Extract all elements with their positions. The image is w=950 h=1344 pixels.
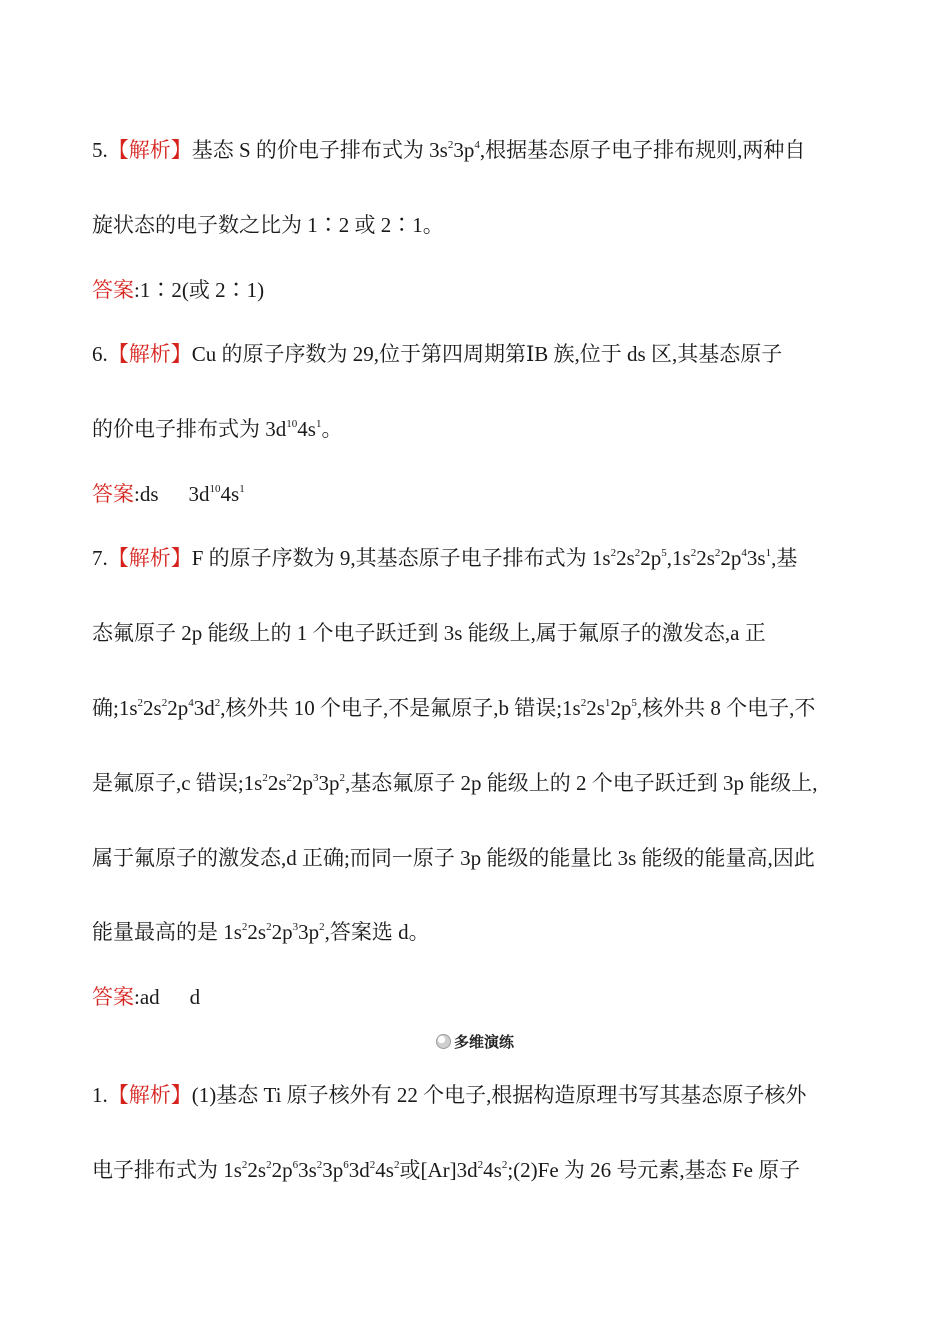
- q5-line-2: [92, 211, 862, 239]
- answer-text: :ad: [134, 985, 160, 1009]
- text: F 的原子序数为 9,其基态原子电子排布式为 1s: [191, 546, 611, 570]
- text: ,根据基态原子电子排布规则,两种自: [479, 138, 806, 162]
- q7-line-1: [92, 544, 862, 572]
- q5-number: 5.: [92, 138, 108, 162]
- superscript: 2: [262, 772, 268, 784]
- text: 2p: [271, 1158, 293, 1182]
- superscript: 2: [319, 921, 325, 933]
- superscript: 6: [292, 1159, 299, 1171]
- superscript: 3: [313, 772, 319, 784]
- text: Cu 的原子序数为 29,位于第四周期第ⅠB 族,位于 ds 区,其基态原子: [191, 342, 783, 366]
- superscript: 2: [714, 547, 721, 559]
- answer-tag: 答案: [92, 482, 134, 506]
- analysis-tag: 【解析】: [107, 342, 192, 366]
- superscript: 2: [266, 921, 272, 933]
- superscript: 2: [447, 139, 454, 151]
- text: 3s: [298, 1158, 317, 1182]
- superscript: 2: [316, 1159, 323, 1171]
- text: 2p: [167, 696, 189, 720]
- text: 2s: [247, 920, 267, 944]
- text: 2p: [292, 771, 314, 795]
- q5-line-1: [92, 136, 862, 164]
- text: ,基: [771, 546, 798, 570]
- text: 或[Ar]3d: [399, 1158, 478, 1182]
- text: 态氟原子 2p 能级上的 1 个电子跃迁到 3s 能级上,属于氟原子的激发态,a 正: [92, 621, 766, 645]
- q7-answer: [92, 983, 862, 1011]
- text: 2s: [267, 771, 287, 795]
- section-heading: [0, 1031, 950, 1052]
- superscript: 1: [604, 697, 611, 709]
- superscript: 3: [292, 921, 299, 933]
- superscript: 2: [161, 697, 168, 709]
- text: 2p: [720, 546, 742, 570]
- q6-number: 6.: [92, 342, 108, 366]
- text: 3s: [746, 546, 766, 570]
- text: 4s: [297, 417, 316, 441]
- text: 属于氟原子的激发态,d 正确;而同一原子 3p 能级的能量比 3s 能级的能量高,因此: [92, 846, 815, 870]
- section-title: 多维演练: [453, 1033, 514, 1051]
- text: 旋状态的电子数之比为 1∶2 或 2∶1。: [92, 213, 444, 237]
- text: ,核外共 8 个电子,不: [636, 696, 816, 720]
- q7-line-4: [92, 769, 862, 797]
- bullet-circle-icon: [436, 1034, 451, 1049]
- superscript: 2: [477, 1159, 484, 1171]
- text: 。: [321, 417, 343, 441]
- q6-line-1: [92, 340, 862, 368]
- text: ,1s: [666, 546, 691, 570]
- superscript: 2: [580, 697, 587, 709]
- q5-answer: [92, 276, 862, 304]
- text: ;(2)Fe 为 26 号元素,基态 Fe 原子: [507, 1158, 801, 1182]
- superscript: 2: [393, 1159, 400, 1171]
- q7-line-3: [92, 694, 862, 722]
- q1-number: 1.: [92, 1083, 108, 1107]
- superscript: 5: [631, 697, 637, 709]
- superscript: 2: [339, 772, 346, 784]
- text: 2s: [616, 546, 635, 570]
- q6-answer: [92, 480, 862, 508]
- text: 电子排布式为 1s: [92, 1158, 242, 1182]
- superscript: 2: [690, 547, 697, 559]
- text: 能量最高的是 1s: [92, 920, 242, 944]
- text: 基态 S 的价电子排布式为 3s: [191, 138, 448, 162]
- superscript: 10: [209, 483, 221, 495]
- text: 确;1s: [92, 696, 138, 720]
- text: 2p: [610, 696, 632, 720]
- analysis-tag: 【解析】: [107, 1083, 192, 1107]
- answer-text: 3d: [188, 482, 210, 506]
- superscript: 10: [286, 418, 298, 430]
- text: 2s: [696, 546, 715, 570]
- text: 2s: [143, 696, 162, 720]
- text: 2s: [586, 696, 605, 720]
- text: 3p: [298, 920, 320, 944]
- superscript: 1: [315, 418, 322, 430]
- superscript: 4: [188, 697, 194, 709]
- q1-line-2: [92, 1156, 862, 1184]
- text: ,答案选 d。: [324, 920, 430, 944]
- q1-line-1: [92, 1081, 862, 1109]
- superscript: 2: [634, 547, 641, 559]
- q7-line-6: [92, 918, 862, 946]
- text: 2s: [247, 1158, 267, 1182]
- text: 3p: [453, 138, 475, 162]
- superscript: 2: [241, 921, 248, 933]
- q7-line-5: [92, 844, 862, 872]
- text: 2p: [640, 546, 662, 570]
- superscript: 1: [239, 483, 245, 495]
- answer-tag: 答案: [92, 278, 134, 302]
- superscript: 6: [343, 1159, 349, 1171]
- superscript: 2: [286, 772, 293, 784]
- superscript: 2: [241, 1159, 248, 1171]
- q7-number: 7.: [92, 546, 108, 570]
- superscript: 2: [266, 1159, 272, 1171]
- text: 4s: [375, 1158, 394, 1182]
- superscript: 2: [214, 697, 221, 709]
- text: ,基态氟原子 2p 能级上的 2 个电子跃迁到 3p 能级上,: [345, 771, 818, 795]
- answer-text: :1∶2(或 2∶1): [134, 278, 265, 302]
- text: 的价电子排布式为 3d: [92, 417, 287, 441]
- text: 3d: [193, 696, 215, 720]
- text: 4s: [483, 1158, 502, 1182]
- analysis-tag: 【解析】: [107, 138, 192, 162]
- superscript: 5: [661, 547, 667, 559]
- analysis-tag: 【解析】: [107, 546, 192, 570]
- superscript: 2: [501, 1159, 508, 1171]
- superscript: 2: [137, 697, 144, 709]
- text: 2p: [271, 920, 293, 944]
- superscript: 1: [765, 547, 772, 559]
- q7-line-2: [92, 619, 862, 647]
- text: 3p: [322, 1158, 344, 1182]
- answer-text: 4s: [220, 482, 240, 506]
- text: ,核外共 10 个电子,不是氟原子,b 错误;1s: [220, 696, 581, 720]
- superscript: 4: [741, 547, 747, 559]
- superscript: 2: [610, 547, 617, 559]
- answer-text: d: [189, 985, 201, 1009]
- answer-text: :ds: [134, 482, 159, 506]
- superscript: 4: [474, 139, 480, 151]
- answer-tag: 答案: [92, 985, 134, 1009]
- text: (1)基态 Ti 原子核外有 22 个电子,根据构造原理书写其基态原子核外: [191, 1083, 807, 1107]
- text: 是氟原子,c 错误;1s: [92, 771, 263, 795]
- superscript: 2: [369, 1159, 376, 1171]
- q6-line-2: [92, 415, 862, 443]
- text: 3p: [318, 771, 340, 795]
- text: 3d: [348, 1158, 370, 1182]
